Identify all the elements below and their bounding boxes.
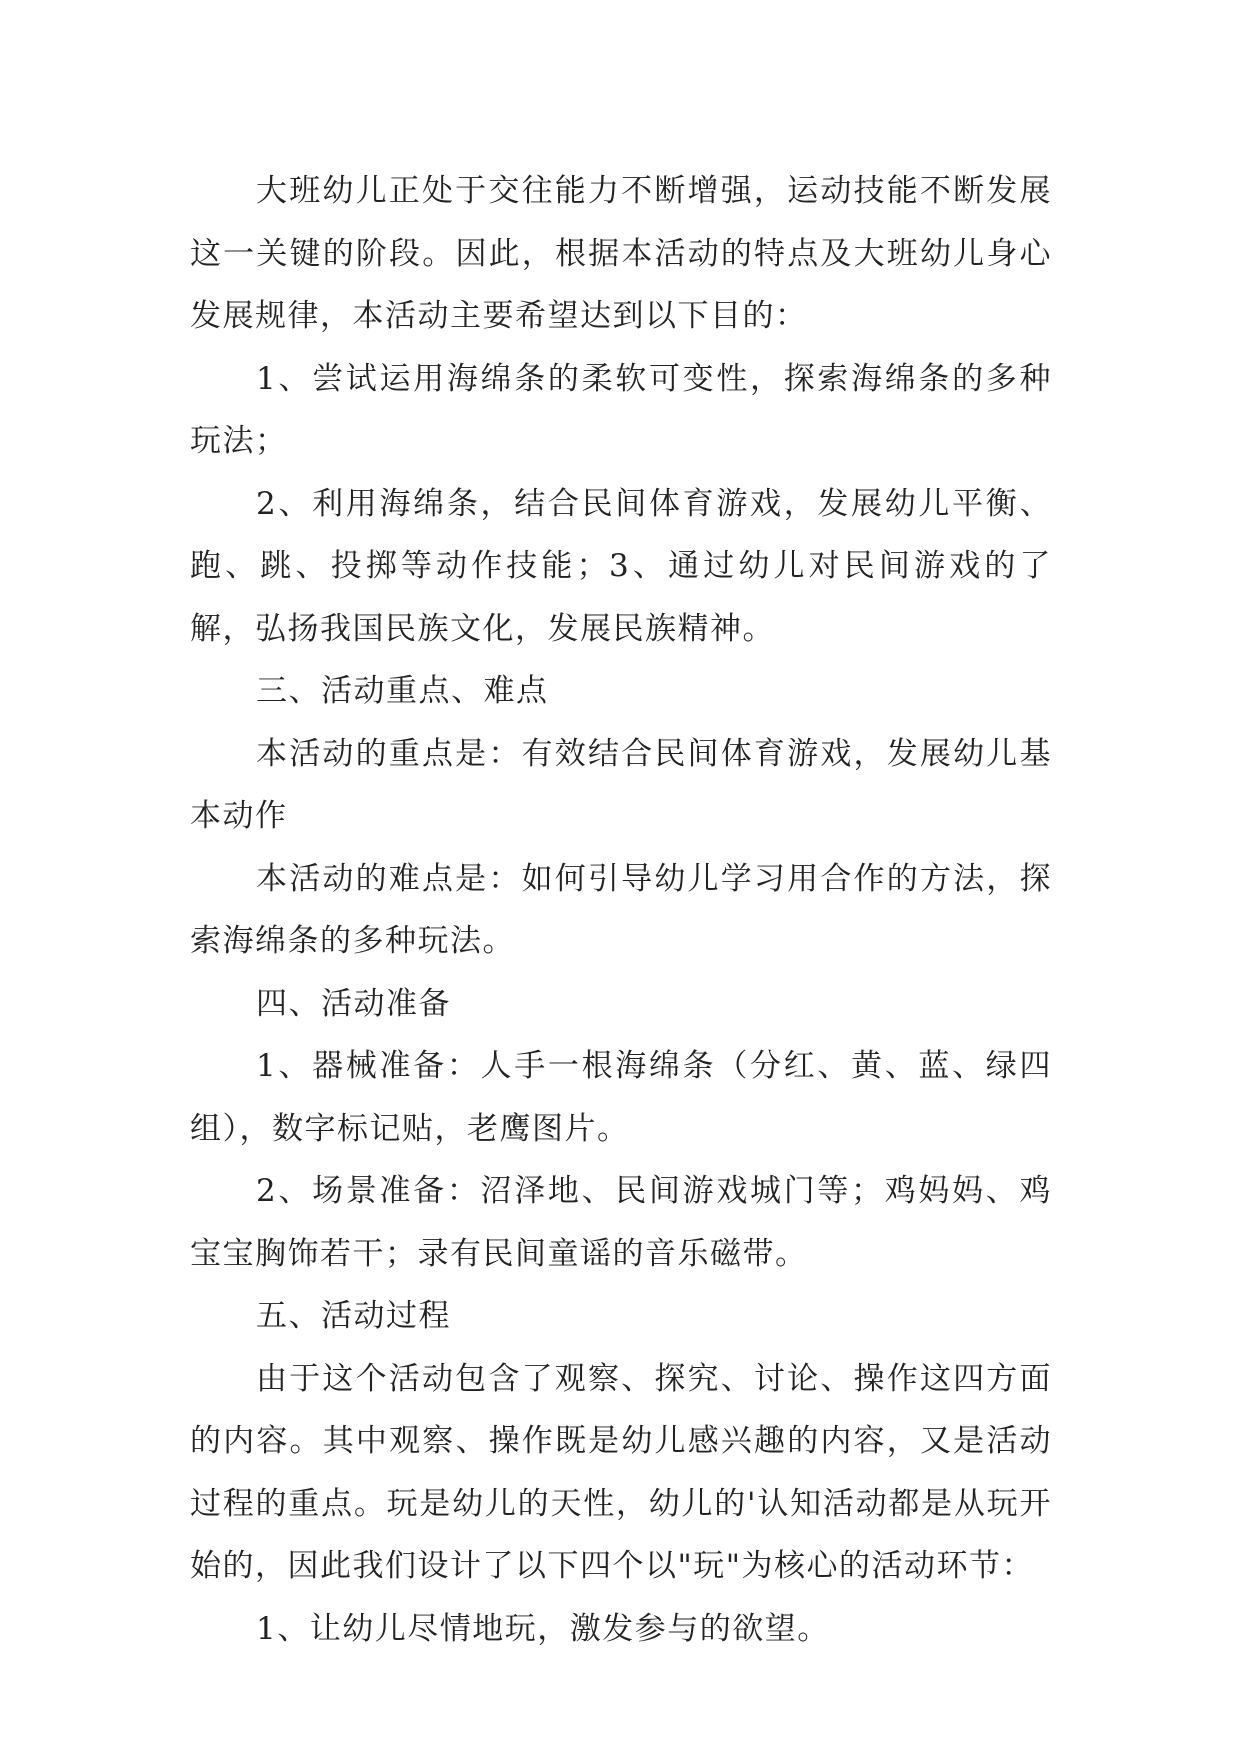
paragraph-scene-prep: 2、场景准备：沼泽地、民间游戏城门等；鸡妈妈、鸡宝宝胸饰若干；录有民间童谣的音乐磁带。: [190, 1173, 1052, 1272]
paragraph-process-intro: 由于这个活动包含了观察、探究、讨论、操作这四方面的内容。其中观察、操作既是幼儿感兴趣的内容，又是活动过程的重点。玩是幼儿的天性，幼儿的'认知活动都是从玩开始的，因此我们设计了以下四个以"玩"为核心的活动环节：: [190, 1360, 1052, 1584]
paragraph-goal-1: 1、尝试运用海绵条的柔软可变性，探索海绵条的多种玩法；: [190, 360, 1052, 459]
paragraph-process-step-1: 1、让幼儿尽情地玩，激发参与的欲望。: [256, 1610, 830, 1647]
section-heading-process: 五、活动过程: [256, 1298, 451, 1334]
section-heading-preparation: 四、活动准备: [256, 985, 451, 1022]
paragraph-difficulty: 本活动的难点是：如何引导幼儿学习用合作的方法，探索海绵条的多种玩法。: [190, 860, 1052, 959]
paragraph-goal-2-3: 2、利用海绵条，结合民间体育游戏，发展幼儿平衡、跑、跳、投掷等动作技能；3、通过幼儿对民间游戏的了解，弘扬我国民族文化，发展民族精神。: [190, 485, 1052, 647]
section-heading-key-points: 三、活动重点、难点: [256, 673, 549, 709]
paragraph-equipment-prep: 1、器械准备：人手一根海绵条（分红、黄、蓝、绿四组），数字标记贴，老鹰图片。: [190, 1048, 1052, 1147]
paragraph-key-point: 本活动的重点是：有效结合民间体育游戏，发展幼儿基本动作: [190, 735, 1052, 834]
paragraph-intro: 大班幼儿正处于交往能力不断增强，运动技能不断发展这一关键的阶段。因此，根据本活动的特点及大班幼儿身心发展规律，本活动主要希望达到以下目的：: [190, 173, 1052, 334]
document-body: [190, 160, 1052, 1660]
